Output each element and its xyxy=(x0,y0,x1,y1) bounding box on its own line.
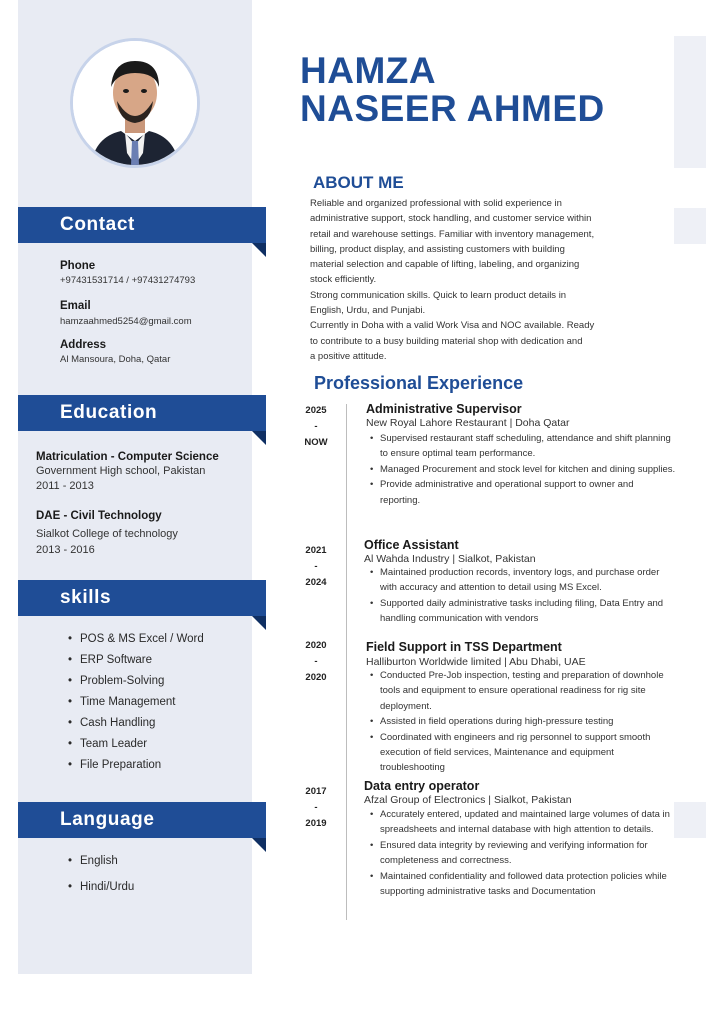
name-line-1: HAMZA xyxy=(300,50,437,91)
about-heading: ABOUT ME xyxy=(313,173,404,192)
skills-heading-label: skills xyxy=(60,587,112,608)
decor-strip-3 xyxy=(674,802,706,838)
job-bullet: • Ensured data integrity by reviewing and verifying information for completeness and correctness. xyxy=(366,838,676,869)
language-item: • English xyxy=(68,851,134,877)
year-end: 2024 xyxy=(305,577,327,588)
decor-strip-2 xyxy=(674,208,706,244)
about-line: Currently in Doha with a valid Work Visa and NOC available. Ready xyxy=(310,320,595,332)
year-start: 2017 xyxy=(305,786,327,797)
job-bullets xyxy=(366,668,676,776)
education-heading-label: Education xyxy=(60,402,158,423)
about-line: billing, product display, and assisting customers with building xyxy=(310,243,565,255)
about-line: retail and warehouse settings. Familiar with inventory management, xyxy=(310,228,595,240)
person-icon xyxy=(73,41,197,165)
address-value: Al Mansoura, Doha, Qatar xyxy=(60,354,171,365)
skill-item: • Time Management xyxy=(68,692,204,713)
profile-photo xyxy=(70,38,200,168)
year-separator: - xyxy=(314,421,318,432)
language-item: • Hindi/Urdu xyxy=(68,877,134,898)
address-label: Address xyxy=(60,339,107,351)
name-line-2: NASEER AHMED xyxy=(300,88,605,129)
job-title: Field Support in TSS Department xyxy=(366,640,562,654)
email-label: Email xyxy=(60,300,91,312)
about-line: Reliable and organized professional with solid experience in xyxy=(310,198,562,209)
banner-fold xyxy=(252,431,266,445)
education-item-years: 2011 - 2013 xyxy=(36,480,94,492)
job-years xyxy=(296,784,336,832)
skill-item: • Cash Handling xyxy=(68,713,204,734)
job-bullet: • Maintained production records, inventory logs, and purchase order with accuracy and attention to detail using MS Excel. xyxy=(366,565,676,596)
decor-strip-1 xyxy=(674,36,706,168)
year-separator: - xyxy=(314,561,318,572)
banner-fold xyxy=(252,243,266,257)
phone-value: +97431531714 / +97431274793 xyxy=(60,275,196,286)
job-title: Administrative Supervisor xyxy=(366,402,522,416)
job-years xyxy=(296,638,336,686)
job-title: Office Assistant xyxy=(364,538,459,552)
contact-heading xyxy=(18,207,266,243)
education-item-school: Government High school, Pakistan xyxy=(36,465,206,477)
education-item-years: 2013 - 2016 xyxy=(36,544,95,556)
job-bullet: • Managed Procurement and stock level for kitchen and dining supplies. xyxy=(366,462,676,477)
job-bullet: • Coordinated with engineers and rig personnel to support smooth execution of field services, Maintenance and equipment troubleshooting xyxy=(366,730,676,776)
year-end: 2019 xyxy=(305,818,327,829)
email-value: hamzaahmed5254@gmail.com xyxy=(60,316,192,327)
banner-fold xyxy=(252,838,266,852)
about-line: English, Urdu, and Punjabi. xyxy=(310,305,426,317)
year-separator: - xyxy=(314,802,318,813)
about-text xyxy=(310,196,630,364)
year-separator: - xyxy=(314,656,318,667)
job-bullet: • Provide administrative and operational support to owner and reporting. xyxy=(366,477,676,508)
contact-heading-label: Contact xyxy=(60,214,135,235)
education-item-title: DAE - Civil Technology xyxy=(36,510,162,522)
skills-list xyxy=(68,629,204,776)
about-line: material selection and capable of lifting, labeling, and organizing xyxy=(310,259,580,271)
job-years xyxy=(296,543,336,591)
job-bullet: • Conducted Pre-Job inspection, testing and preparation of downhole tools and equipment to ensure operational readiness for rig site deployment. xyxy=(366,668,676,714)
experience-heading: Professional Experience xyxy=(314,373,524,393)
skill-item: • Problem-Solving xyxy=(68,671,204,692)
job-bullet: • Supported daily administrative tasks including filing, Data Entry and handling communication with vendors xyxy=(366,596,676,627)
language-heading-label: Language xyxy=(60,809,155,830)
about-line: to contribute to a busy building material shop with dedication and xyxy=(310,335,583,347)
job-years xyxy=(296,403,336,451)
timeline-line xyxy=(346,404,347,920)
job-bullets xyxy=(366,431,676,508)
job-bullets xyxy=(366,565,676,627)
job-org: Afzal Group of Electronics | Sialkot, Pakistan xyxy=(364,794,572,806)
job-bullet: • Accurately entered, updated and maintained large volumes of data in spreadsheets and internal database with high attention to details. xyxy=(366,807,676,838)
about-line: administrative support, stock handling, and customer service within xyxy=(310,213,592,225)
candidate-name xyxy=(300,52,605,128)
education-heading xyxy=(18,395,266,431)
phone-label: Phone xyxy=(60,260,96,272)
job-bullet: • Maintained confidentiality and followed data protection policies while supporting administrative tasks and Documentation xyxy=(366,869,676,900)
year-start: 2020 xyxy=(305,640,327,651)
year-start: 2025 xyxy=(305,405,327,416)
language-list xyxy=(68,851,134,898)
skill-item: • Team Leader xyxy=(68,734,204,755)
job-org: Al Wahda Industry | Sialkot, Pakistan xyxy=(364,553,536,565)
job-bullets xyxy=(366,807,676,899)
year-end: NOW xyxy=(304,437,328,448)
about-line: stock efficiently. xyxy=(310,274,377,286)
skill-item: • File Preparation xyxy=(68,755,204,776)
about-line: a positive attitude. xyxy=(310,350,387,362)
skill-item: • POS & MS Excel / Word xyxy=(68,629,204,650)
about-line: Strong communication skills. Quick to learn product details in xyxy=(310,289,567,301)
job-bullet: • Supervised restaurant staff scheduling, attendance and shift planning to ensure optimal team performance. xyxy=(366,431,676,462)
banner-fold xyxy=(252,616,266,630)
job-title: Data entry operator xyxy=(364,779,480,793)
education-item-school: Sialkot College of technology xyxy=(36,528,178,540)
skills-heading xyxy=(18,580,266,616)
job-org: Halliburton Worldwide limited | Abu Dhabi, UAE xyxy=(366,656,586,668)
year-end: 2020 xyxy=(305,672,327,683)
education-item-title: Matriculation - Computer Science xyxy=(36,451,219,463)
job-bullet: • Assisted in field operations during high-pressure testing xyxy=(366,714,676,729)
language-heading xyxy=(18,802,266,838)
skill-item: • ERP Software xyxy=(68,650,204,671)
year-start: 2021 xyxy=(305,545,327,556)
job-org: New Royal Lahore Restaurant | Doha Qatar xyxy=(366,417,570,429)
